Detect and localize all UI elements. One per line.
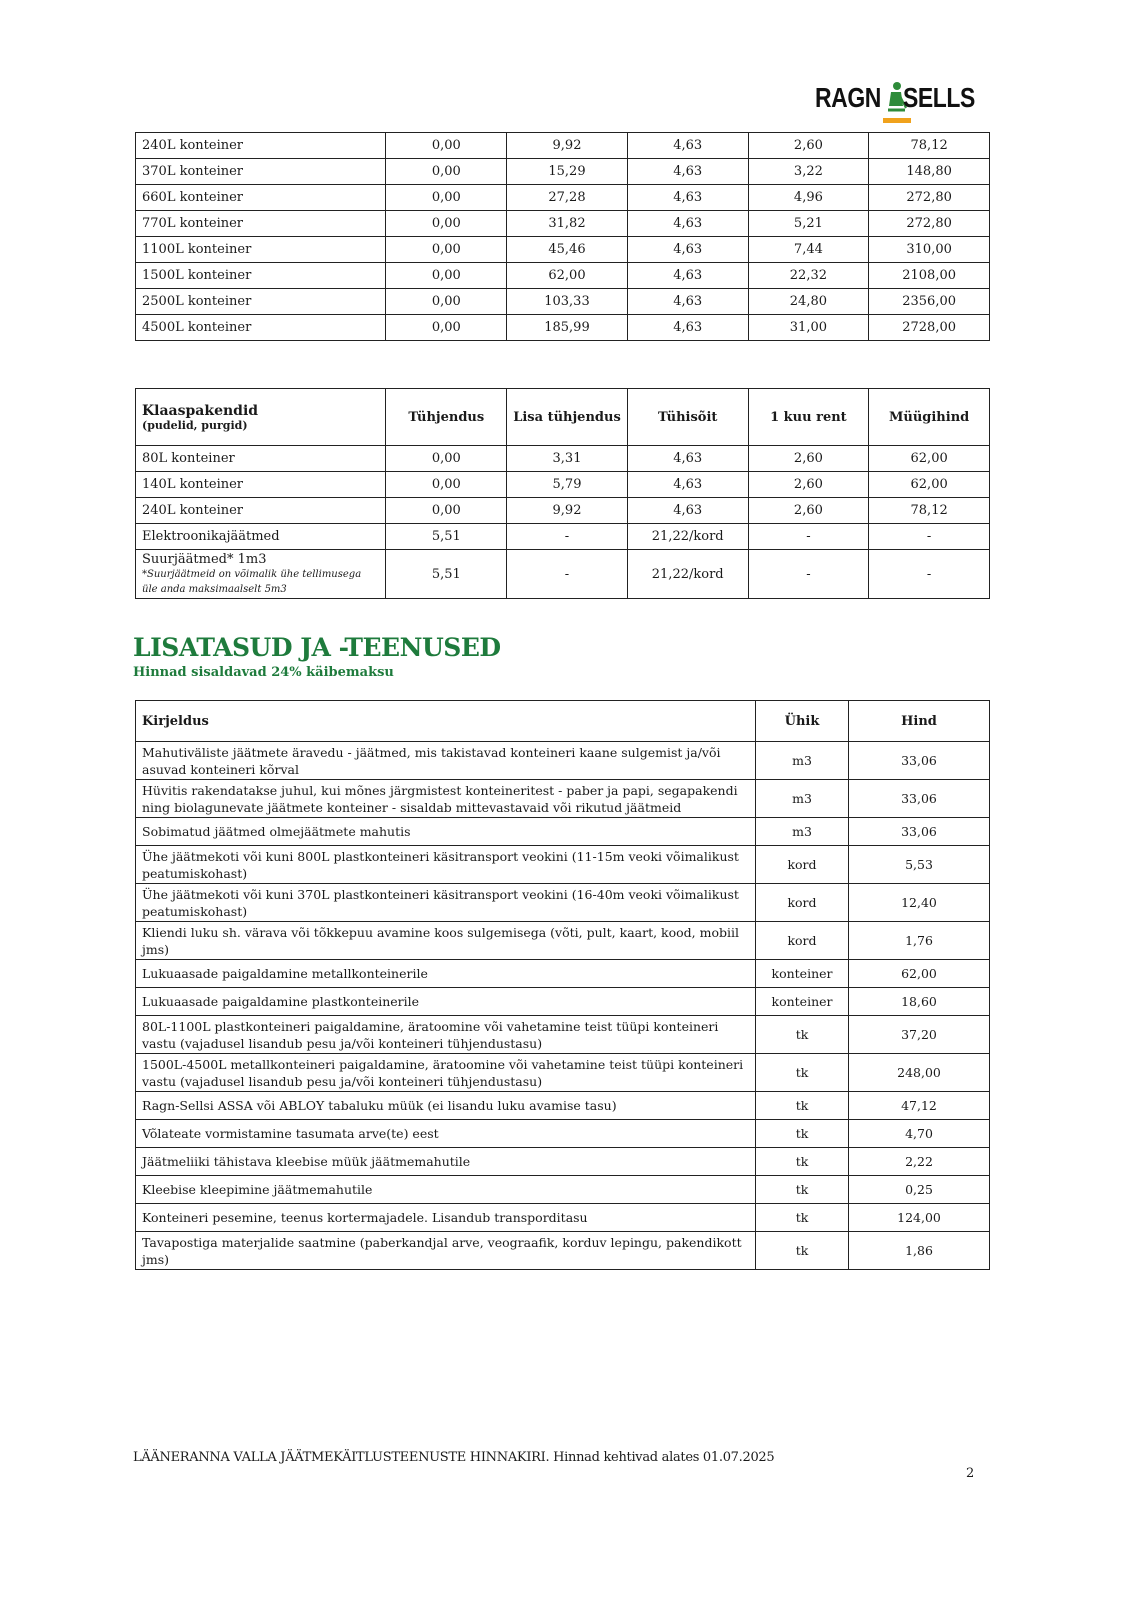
table-cell: 31,00	[748, 315, 869, 341]
table-cell: 2,60	[748, 498, 869, 524]
table-row	[136, 988, 990, 1016]
table-cell: -	[869, 550, 990, 599]
table-cell: 5,51	[386, 524, 507, 550]
table-cell: 3,22	[748, 159, 869, 185]
table-cell: tk	[756, 1148, 849, 1176]
row-label-cell: 240L konteiner	[136, 498, 386, 524]
table-cell: 4,63	[627, 472, 748, 498]
table-row	[136, 960, 990, 988]
table-cell: 33,06	[849, 818, 990, 846]
row-label-cell: 4500L konteiner	[136, 315, 386, 341]
additional-fees-table	[135, 700, 990, 1270]
table-cell: 4,63	[627, 211, 748, 237]
row-label-cell: 660L konteiner	[136, 185, 386, 211]
container-price-table-body	[136, 133, 990, 341]
table-cell: 1,76	[849, 922, 990, 960]
table-cell: 2356,00	[869, 289, 990, 315]
table-cell: 248,00	[849, 1054, 990, 1092]
table-cell: 21,22/kord	[627, 524, 748, 550]
glass-table-subtitle: (pudelid, purgid)	[142, 418, 248, 432]
table-cell: tk	[756, 1120, 849, 1148]
column-header: Müügihind	[869, 389, 990, 446]
table-cell: 62,00	[869, 446, 990, 472]
table-row	[136, 1092, 990, 1120]
page-number: 2	[966, 1466, 975, 1481]
table-cell: 12,40	[849, 884, 990, 922]
row-label-cell: Kliendi luku sh. värava või tõkkepuu avamine koos sulgemisega (võti, pult, kaart, kood, mobiil jms)	[136, 922, 756, 960]
table-row	[136, 472, 990, 498]
table-cell: 2,60	[748, 133, 869, 159]
table-cell: 272,80	[869, 211, 990, 237]
table-cell: 4,63	[627, 159, 748, 185]
table-cell: 0,00	[386, 133, 507, 159]
table-cell: 1,86	[849, 1232, 990, 1270]
table-cell: 5,53	[849, 846, 990, 884]
table-cell: 27,28	[507, 185, 628, 211]
table-cell: 0,00	[386, 446, 507, 472]
table-row	[136, 498, 990, 524]
table-cell: tk	[756, 1176, 849, 1204]
table-row	[136, 133, 990, 159]
row-label-cell: Hüvitis rakendatakse juhul, kui mõnes järgmistest konteineritest - paber ja papi, segapakendi ning biolagunevate jäätmete konteiner - sisaldab mittevastavaid või rikutud jäätmeid	[136, 780, 756, 818]
table-cell: 310,00	[869, 237, 990, 263]
table-row	[136, 289, 990, 315]
ragn-sells-logo	[815, 80, 975, 124]
table-cell: 15,29	[507, 159, 628, 185]
bulky-waste-label: Suurjäätmed* 1m3	[142, 551, 267, 567]
table-row	[136, 1232, 990, 1270]
row-label-cell: 240L konteiner	[136, 133, 386, 159]
row-label-cell: Sobimatud jäätmed olmejäätmete mahutis	[136, 818, 756, 846]
column-header: Ühik	[756, 701, 849, 742]
table-cell: 21,22/kord	[627, 550, 748, 599]
table-cell: 37,20	[849, 1016, 990, 1054]
table-cell: 78,12	[869, 498, 990, 524]
table-cell: 62,00	[849, 960, 990, 988]
table-row	[136, 1176, 990, 1204]
table-row	[136, 742, 990, 780]
row-label-cell: 1500L-4500L metallkonteineri paigaldamine, äratoomine või vahetamine teist tüüpi konteineri vastu (vajadusel lisandub pesu ja/või konteineri tühjendustasu)	[136, 1054, 756, 1092]
table-cell: 3,31	[507, 446, 628, 472]
table-cell: 4,96	[748, 185, 869, 211]
table-cell: konteiner	[756, 988, 849, 1016]
logo-text-right: SELLS	[903, 82, 975, 113]
table-cell: tk	[756, 1054, 849, 1092]
row-label-cell: 770L konteiner	[136, 211, 386, 237]
table-cell: 2,60	[748, 446, 869, 472]
table-cell: 31,82	[507, 211, 628, 237]
row-label-cell: 140L konteiner	[136, 472, 386, 498]
table-cell: 24,80	[748, 289, 869, 315]
additional-fees-table-body	[136, 742, 990, 1270]
table-cell: 4,63	[627, 133, 748, 159]
section-title: LISATASUD JA -TEENUSED	[133, 633, 501, 662]
table-row	[136, 780, 990, 818]
table-row	[136, 884, 990, 922]
table-cell: 4,63	[627, 237, 748, 263]
table-row	[136, 1204, 990, 1232]
glass-packaging-table-body	[136, 446, 990, 550]
logo-text-left: RAGN	[815, 82, 881, 113]
row-label-cell: 80L-1100L plastkonteineri paigaldamine, äratoomine või vahetamine teist tüüpi konteineri vastu (vajadusel lisandub pesu ja/või konteineri tühjendustasu)	[136, 1016, 756, 1054]
table-cell: 0,00	[386, 472, 507, 498]
table-cell: -	[507, 524, 628, 550]
table-cell: 0,00	[386, 237, 507, 263]
table-cell: 5,21	[748, 211, 869, 237]
table-cell: kord	[756, 846, 849, 884]
table-cell: tk	[756, 1232, 849, 1270]
table-cell: konteiner	[756, 960, 849, 988]
row-label-cell: Lukuaasade paigaldamine plastkonteinerile	[136, 988, 756, 1016]
column-header: Hind	[849, 701, 990, 742]
column-header: Tühjendus	[386, 389, 507, 446]
bulky-waste-note: *Suurjäätmeid on võimalik ühe tellimusega üle anda maksimaalselt 5m3	[142, 568, 362, 595]
row-label-cell: 370L konteiner	[136, 159, 386, 185]
table-row	[136, 846, 990, 884]
table-cell: -	[748, 550, 869, 599]
row-label-cell: Tavapostiga materjalide saatmine (paberkandjal arve, veograafik, korduv lepingu, pakendikott jms)	[136, 1232, 756, 1270]
table-cell: 18,60	[849, 988, 990, 1016]
table-row	[136, 1148, 990, 1176]
table-row	[136, 922, 990, 960]
column-header: Lisa tühjendus	[507, 389, 628, 446]
table-row	[136, 315, 990, 341]
row-label-cell: Konteineri pesemine, teenus kortermajadele. Lisandub transporditasu	[136, 1204, 756, 1232]
table-cell: 2728,00	[869, 315, 990, 341]
table-header-row	[136, 701, 990, 742]
table-cell: 272,80	[869, 185, 990, 211]
table-cell: 0,00	[386, 185, 507, 211]
column-header: 1 kuu rent	[748, 389, 869, 446]
table-row	[136, 524, 990, 550]
table-cell: 0,25	[849, 1176, 990, 1204]
glass-packaging-table	[135, 388, 990, 599]
row-label-cell: Ragn-Sellsi ASSA või ABLOY tabaluku müük (ei lisandu luku avamise tasu)	[136, 1092, 756, 1120]
column-header: Kirjeldus	[136, 701, 756, 742]
bulky-waste-cell	[136, 550, 386, 599]
row-label-cell: Ühe jäätmekoti või kuni 370L plastkonteineri käsitransport veokini (16-40m veoki võimalikust peatumiskohast)	[136, 884, 756, 922]
table-cell: 2108,00	[869, 263, 990, 289]
table-cell: 5,51	[386, 550, 507, 599]
glass-table-title: Klaaspakendid	[142, 402, 259, 419]
table-cell: kord	[756, 922, 849, 960]
table-row	[136, 446, 990, 472]
table-cell: 33,06	[849, 742, 990, 780]
table-cell: 0,00	[386, 498, 507, 524]
table-cell: -	[507, 550, 628, 599]
table-row	[136, 818, 990, 846]
table-cell: kord	[756, 884, 849, 922]
table-cell: 62,00	[507, 263, 628, 289]
table-cell: tk	[756, 1092, 849, 1120]
row-label-cell: Kleebise kleepimine jäätmemahutile	[136, 1176, 756, 1204]
table-row	[136, 211, 990, 237]
row-label-cell: Lukuaasade paigaldamine metallkonteinerile	[136, 960, 756, 988]
table-cell: 148,80	[869, 159, 990, 185]
table-cell: 4,63	[627, 185, 748, 211]
table-cell: 4,63	[627, 315, 748, 341]
table-cell: 4,63	[627, 289, 748, 315]
table-cell: 2,22	[849, 1148, 990, 1176]
row-label-cell: Ühe jäätmekoti või kuni 800L plastkonteineri käsitransport veokini (11-15m veoki võimalikust peatumiskohast)	[136, 846, 756, 884]
table-cell: 185,99	[507, 315, 628, 341]
row-label-cell: Mahutiväliste jäätmete äravedu - jäätmed, mis takistavad konteineri kaane sulgemist ja/või asuvad konteineri kõrval	[136, 742, 756, 780]
table-cell: 0,00	[386, 289, 507, 315]
row-label-cell: 1500L konteiner	[136, 263, 386, 289]
table-header-row	[136, 389, 990, 446]
table-row	[136, 1120, 990, 1148]
table-cell: 9,92	[507, 133, 628, 159]
container-price-table	[135, 132, 990, 341]
table-cell: 5,79	[507, 472, 628, 498]
table-cell: 33,06	[849, 780, 990, 818]
table-cell: tk	[756, 1204, 849, 1232]
table-cell: m3	[756, 818, 849, 846]
table-cell: -	[869, 524, 990, 550]
table-cell: 0,00	[386, 211, 507, 237]
table-cell: 9,92	[507, 498, 628, 524]
table-cell: 0,00	[386, 263, 507, 289]
table-cell: 22,32	[748, 263, 869, 289]
row-label-cell: Elektroonikajäätmed	[136, 524, 386, 550]
section-subtitle: Hinnad sisaldavad 24% käibemaksu	[133, 665, 394, 680]
table-row	[136, 263, 990, 289]
table-cell: 4,63	[627, 446, 748, 472]
table-cell: tk	[756, 1016, 849, 1054]
table-cell: 0,00	[386, 315, 507, 341]
table-cell: 2,60	[748, 472, 869, 498]
table-cell: 124,00	[849, 1204, 990, 1232]
table-cell: 4,70	[849, 1120, 990, 1148]
table-row	[136, 550, 990, 599]
row-label-cell: Võlateate vormistamine tasumata arve(te) eest	[136, 1120, 756, 1148]
table-cell: 45,46	[507, 237, 628, 263]
footer-text: LÄÄNERANNA VALLA JÄÄTMEKÄITLUSTEENUSTE HINNAKIRI. Hinnad kehtivad alates 01.07.2025	[133, 1450, 775, 1465]
table-cell: 47,12	[849, 1092, 990, 1120]
table-cell: 4,63	[627, 263, 748, 289]
table-row	[136, 159, 990, 185]
table-cell: m3	[756, 742, 849, 780]
table-cell: 4,63	[627, 498, 748, 524]
table-cell: 78,12	[869, 133, 990, 159]
table-cell: 62,00	[869, 472, 990, 498]
table-row	[136, 237, 990, 263]
row-label-cell: 80L konteiner	[136, 446, 386, 472]
row-label-cell: 1100L konteiner	[136, 237, 386, 263]
table-cell: 0,00	[386, 159, 507, 185]
row-label-cell: Jäätmeliiki tähistava kleebise müük jäätmemahutile	[136, 1148, 756, 1176]
glass-table-title-cell	[136, 389, 386, 446]
table-cell: 103,33	[507, 289, 628, 315]
column-header: Tühisõit	[627, 389, 748, 446]
table-cell: 7,44	[748, 237, 869, 263]
table-row	[136, 185, 990, 211]
logo-accent-bar	[883, 118, 911, 123]
row-label-cell: 2500L konteiner	[136, 289, 386, 315]
table-cell: -	[748, 524, 869, 550]
table-row	[136, 1054, 990, 1092]
table-cell: m3	[756, 780, 849, 818]
table-row	[136, 1016, 990, 1054]
